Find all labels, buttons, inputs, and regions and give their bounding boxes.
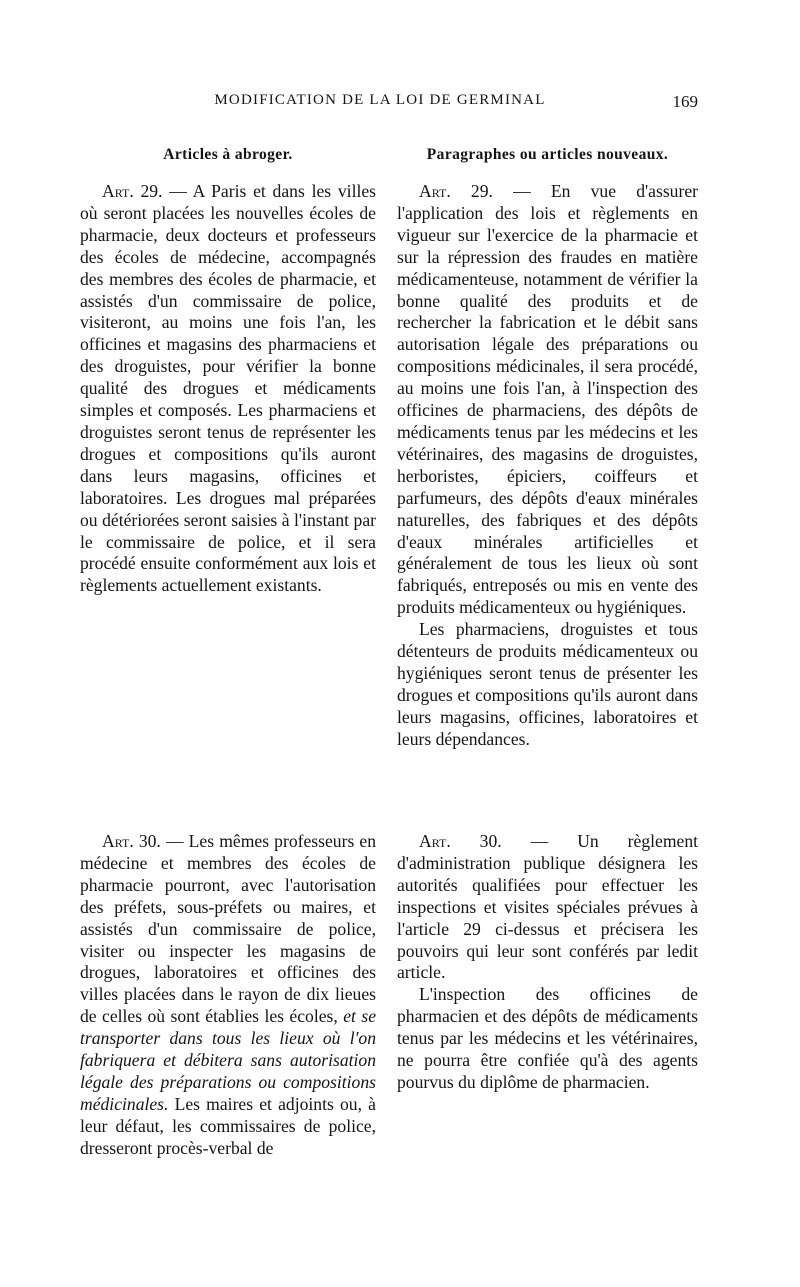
art29-old-label: Art. 29. <box>102 181 163 201</box>
art29-new-text <box>397 181 698 751</box>
art30-new-paragraph-2: L'inspection des officines de pharmacien et des dépôts de médicaments tenus par les médecins et les vétérinaires, ne pourra être confiée qu'à des agents pourvus du diplôme de pharmacien. <box>397 984 698 1092</box>
art29-old-paragraph <box>80 181 376 597</box>
art30-old-body-italic: et se transporter dans tous les lieux où l'on fabriquera et débitera sans autorisation légale des préparations ou compositions médicinales. <box>80 1006 376 1114</box>
page-number: 169 <box>672 92 698 111</box>
art29-old-body: — A Paris et dans les villes où seront placées les nouvelles écoles de pharmacie, deux docteurs et professeurs des écoles de médecine, accompagnés des membres des écoles de pharmacie, et assistés d'un commissaire de police, visiteront, au moins une fois l'an, les officines et magasins des pharmaciens et des droguistes, pour vérifier la bonne qualité des drogues et médicaments simples et composés. Les pharmaciens et droguistes seront tenus de représenter les drogues et compositions qu'ils auront dans leurs magasins, officines et laboratoires. Les drogues mal préparées ou détériorées seront saisies à l'instant par le commissaire de police, et il sera procédé ensuite conformément aux lois et règlements actuellement existants. <box>80 181 376 596</box>
left-column-heading: Articles à abroger. <box>163 146 293 163</box>
art29-old-text <box>80 181 376 597</box>
art30-new-paragraph <box>397 831 698 984</box>
running-title: MODIFICATION DE LA LOI DE GERMINAL <box>214 92 546 108</box>
art29-new-paragraph-2: Les pharmaciens, droguistes et tous détenteurs de produits médicamenteux ou hygiéniques seront tenus de présenter les drogues et compositions qu'ils auront dans leurs magasins, officines, laboratoires et leurs dépendances. <box>397 619 698 749</box>
art30-old-body-a: — Les mêmes professeurs en médecine et membres des écoles de pharmacie pourront, avec l'autorisation des préfets, sous-préfets ou maires, et assistés d'un commissaire de police, visiter ou inspecter les magasins de drogues, laboratoires et officines des villes placées dans le rayon de dix lieues de celles où sont établies les écoles, <box>80 831 377 1027</box>
art30-old-body-b: Les maires et adjoints ou, à leur défaut, les commissaires de police, dresseront procès-verbal de <box>80 1093 376 1158</box>
art30-old-label: Art. 30. <box>102 831 161 851</box>
art29-new-label: Art. 29. <box>419 181 493 201</box>
art30-new-body: — Un règlement d'administration publique désignera les autorités qualifiées pour effectuer les inspections et visites spéciales prévues à l'article 29 ci-dessus et précisera les pouvoirs qui leur sont conférés par ledit article. <box>397 831 698 983</box>
art29-new-body: — En vue d'assurer l'application des lois et règlements en vigueur sur l'exercice de la pharmacie et sur la répression des fraudes en matière médicamenteuse, notamment de vérifier la bonne qualité des produits et de rechercher la fabrication et le débit sans autorisation légale des préparations ou compositions médicinales, il sera procédé, au moins une fois l'an, à l'inspection des officines de pharmaciens, des dépôts de médicaments tenus par les médecins et les vétérinaires, des magasins de droguistes, herboristes, épiciers, coiffeurs et parfumeurs, des dépôts d'eaux minérales naturelles, des fabriques et des dépôts d'eaux minérales artificielles et généralement de tous les lieux où sont fabriqués, entreposés ou mis en vente des produits médicamenteux ou hygiéniques. <box>397 181 699 618</box>
art30-new-label: Art. 30. <box>419 831 502 851</box>
art30-old-text <box>80 831 376 1160</box>
art30-old-paragraph <box>80 831 376 1160</box>
art30-new-text <box>397 831 698 1094</box>
right-column-heading: Paragraphes ou articles nouveaux. <box>426 146 669 163</box>
page-header <box>60 92 700 116</box>
art29-new-paragraph <box>397 181 698 619</box>
